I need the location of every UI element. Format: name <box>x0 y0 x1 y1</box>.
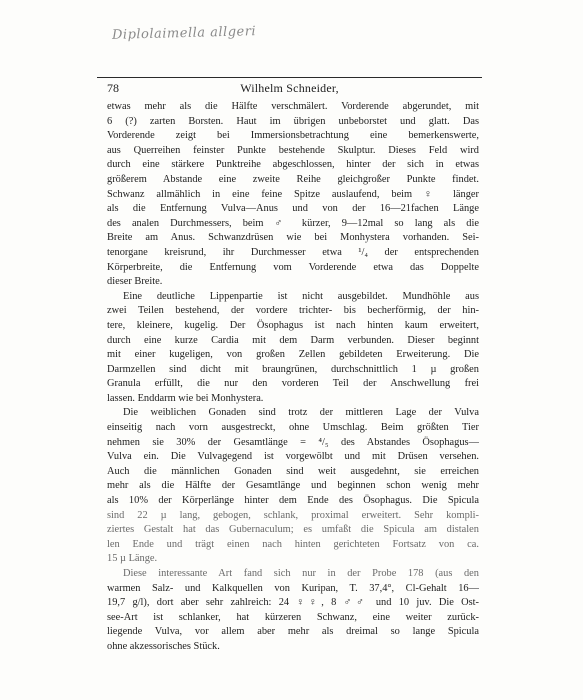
text-line: len Ende und trägt einen nach hinten gerichteten Fortsatz von ca. <box>107 538 479 550</box>
text-line: aus Querreihen feinster Punkte bestehende Skulptur. Dieses Feld wird <box>107 144 479 156</box>
text-line: Vorderende zeigt bei Immersionsbetrachtung eine bemerkenswerte, <box>107 130 479 142</box>
text-line: warmen Salz- und Kalkquellen von Kuripan, T. 37,4°, Cl-Gehalt 16— <box>107 582 479 594</box>
text-line: see-Art ist schlanker, hat kürzeren Schwanz, eine weiter zurück- <box>107 611 479 623</box>
paragraph-anatomy <box>107 290 479 407</box>
text-line: durch eine stärkere Punktreihe abgeschlossen, hinter der sich in etwas <box>107 159 479 171</box>
text-line: Diese interessante Art fand sich nur in der Probe 178 (aus den <box>123 568 479 579</box>
text-line: liegende Vulva, vor allem aber mehr als dreimal so lange Spicula <box>107 626 479 638</box>
text-line: lassen. Enddarm wie bei Monhystera. <box>107 392 264 404</box>
text-line: 6 (?) zarten Borsten. Haut im übrigen unbeborstet und glatt. Das <box>107 115 479 127</box>
text-line: ohne akzessorisches Stück. <box>107 640 220 652</box>
page-header <box>97 77 482 98</box>
text-line: etwas mehr als die Hälfte verschmälert. Vorderende abgerundet, mit <box>107 101 479 112</box>
paragraph-description <box>107 100 479 290</box>
text-line: Vulva ein. Die Vulvagegend ist vorgewölbt und mit Drüsen versehen. <box>107 451 479 463</box>
text-line: 19,7 g/l), dort aber sehr zahlreich: 24 ♀♀, 8 ♂♂ und 10 juv. Die Ost- <box>107 597 479 609</box>
text-line: dieser Breite. <box>107 276 163 288</box>
text-line: als 10% der Körperlänge hinter dem Ende des Ösophagus. Die Spicula <box>107 495 479 507</box>
text-line: einseitig nach vorn ausgestreckt, ohne Umschlag. Beim größten Tier <box>107 422 479 434</box>
text-line: des analen Durchmessers, beim ♂ kürzer, 9—12mal so lang als die <box>107 217 479 229</box>
text-line: sind 22 µ lang, gebogen, schlank, proximal erweitert. Sehr kompli- <box>107 509 479 521</box>
paragraph-occurrence <box>107 567 479 655</box>
text-line: durch eine kurze Cardia mit dem Darm verbunden. Dieser beginnt <box>107 334 479 346</box>
text-line: ziertes Gestalt hat das Gubernaculum; es umfaßt die Spicula am distalen <box>107 524 479 536</box>
text-line: Auch die männlichen Gonaden sind weit ausgedehnt, sie erreichen <box>107 465 479 477</box>
text-line: Schwanz allmählich in eine feine Spitze auslaufend, beim ♀ länger <box>107 188 479 200</box>
text-line: als die Entfernung Vulva—Anus und von der 16—21fachen Länge <box>107 203 479 215</box>
text-line: mehr als die Hälfte der Gesamtlänge und beginnen schon wenig mehr <box>107 480 479 492</box>
text-line: Darmzellen sind dicht mit braungrünen, durchschnittlich 1 µ großen <box>107 363 479 375</box>
text-line: Eine deutliche Lippenpartie ist nicht ausgebildet. Mundhöhle aus <box>123 290 479 302</box>
text-line: mit einer kugeligen, von großen Zellen gebildeten Erweiterung. Die <box>107 349 479 361</box>
page-number: 78 <box>107 81 119 95</box>
text-line: zwei Teilen bestehend, der vordere trichter- bis becherförmig, der hin- <box>107 305 479 317</box>
handwritten-note: Diplolaimella allgeri <box>111 24 257 43</box>
text-line: Granula erfüllt, die nur den vorderen Teil der Anschwellung frei <box>107 378 479 390</box>
text-line: 15 µ Länge. <box>107 553 158 565</box>
text-line: größerem Abstande eine zweite Reihe gleichgroßer Punkte findet. <box>107 173 479 185</box>
text-line: Breite am Anus. Schwanzdrüsen wie bei Monhystera vorhanden. Sei- <box>107 232 479 244</box>
text-line: Körperbreite, die Entfernung vom Vorderende etwa das Doppelte <box>107 261 479 273</box>
text-line: tere, kleinere, kugelig. Der Ösophagus ist nach hinten kaum erweitert, <box>107 319 479 331</box>
text-line: nehmen sie 30% der Gesamtlänge = ⁴/₅ des Abstandes Ösophagus— <box>107 436 479 448</box>
text-line: tenorgane kreisrund, ihr Durchmesser etwa ¹/₄ der entsprechenden <box>107 246 479 258</box>
text-line: Die weiblichen Gonaden sind trotz der mittleren Lage der Vulva <box>123 407 479 419</box>
body-text <box>107 100 479 655</box>
running-head: Wilhelm Schneider, <box>240 81 339 95</box>
paragraph-gonads <box>107 406 479 567</box>
